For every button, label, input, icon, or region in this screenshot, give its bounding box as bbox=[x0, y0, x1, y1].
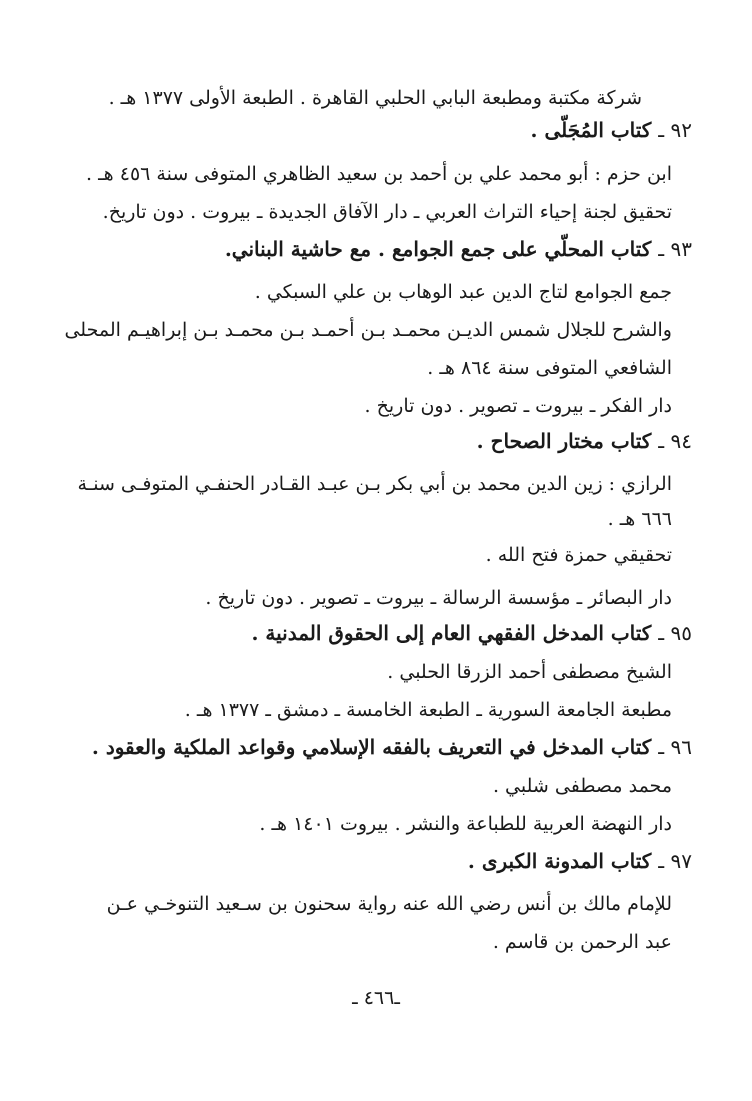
text-line: تحقيق لجنة إحياء التراث العربي ـ دار الآفاق الجديدة ـ بيروت . دون تاريخ. bbox=[102, 201, 672, 223]
text-line: دار النهضة العربية للطباعة والنشر . بيروت ١٤٠١ هـ . bbox=[259, 813, 672, 835]
text-line: دار الفكر ـ بيروت ـ تصوير . دون تاريخ . bbox=[364, 395, 672, 417]
entry-title: كتاب المُجَلّى . bbox=[530, 118, 652, 142]
page-number: ـ٤٦٦ ـ bbox=[352, 987, 400, 1009]
text-line: الشافعي المتوفى سنة ٨٦٤ هـ . bbox=[427, 357, 672, 379]
text-line: مطبعة الجامعة السورية ـ الطبعة الخامسة ـ دمشق ـ ١٣٧٧ هـ . bbox=[184, 699, 672, 721]
text-line: الشيخ مصطفى أحمد الزرقا الحلبي . bbox=[387, 661, 672, 683]
entry-number: ٩٣ ـ bbox=[658, 237, 692, 261]
entry-heading-94 bbox=[477, 428, 692, 454]
entry-heading-93 bbox=[225, 236, 692, 262]
entry-title: كتاب المدخل الفقهي العام إلى الحقوق المدنية . bbox=[251, 621, 652, 645]
entry-number: ٩٧ ـ bbox=[658, 849, 692, 873]
text-line: جمع الجوامع لتاج الدين عبد الوهاب بن علي السبكي . bbox=[254, 281, 672, 303]
entry-title: كتاب المدخل في التعريف بالفقه الإسلامي وقواعد الملكية والعقود . bbox=[91, 735, 652, 759]
text-line: عبد الرحمن بن قاسم . bbox=[492, 931, 672, 953]
text-line: ابن حزم : أبو محمد علي بن أحمد بن سعيد الظاهري المتوفى سنة ٤٥٦ هـ . bbox=[86, 163, 672, 185]
text-line: والشرح للجلال شمس الديـن محمـد بـن أحمـد بـن محمـد بـن إبراهيـم المحلى bbox=[64, 319, 672, 341]
text-line: شركة مكتبة ومطبعة البابي الحلبي القاهرة . الطبعة الأولى ١٣٧٧ هـ . bbox=[108, 87, 642, 109]
entry-title: كتاب المحلّي على جمع الجوامع . مع حاشية البناني. bbox=[224, 237, 652, 261]
entry-title: كتاب المدونة الكبرى . bbox=[467, 849, 652, 873]
text-line: محمد مصطفى شلبي . bbox=[492, 775, 672, 797]
entry-number: ٩٦ ـ bbox=[658, 735, 692, 759]
entry-number: ٩٢ ـ bbox=[658, 118, 692, 142]
entry-title: كتاب مختار الصحاح . bbox=[476, 429, 652, 453]
entry-heading-92 bbox=[531, 117, 692, 143]
entry-heading-95 bbox=[251, 620, 692, 646]
text-line: ٦٦٦ هـ . bbox=[607, 508, 672, 530]
text-line: تحقيقي حمزة فتح الله . bbox=[485, 544, 672, 566]
text-line: الرازي : زين الدين محمد بن أبي بكر بـن عبـد القـادر الحنفـي المتوفـى سنـة bbox=[77, 473, 672, 495]
text-line: دار البصائر ـ مؤسسة الرسالة ـ بيروت ـ تصوير . دون تاريخ . bbox=[205, 587, 672, 609]
entry-number: ٩٥ ـ bbox=[658, 621, 692, 645]
entry-number: ٩٤ ـ bbox=[658, 429, 692, 453]
entry-heading-96 bbox=[92, 734, 692, 760]
entry-heading-97 bbox=[468, 848, 692, 874]
text-line: للإمام مالك بن أنس رضي الله عنه رواية سحنون بن سـعيد التنوخـي عـن bbox=[106, 893, 672, 915]
